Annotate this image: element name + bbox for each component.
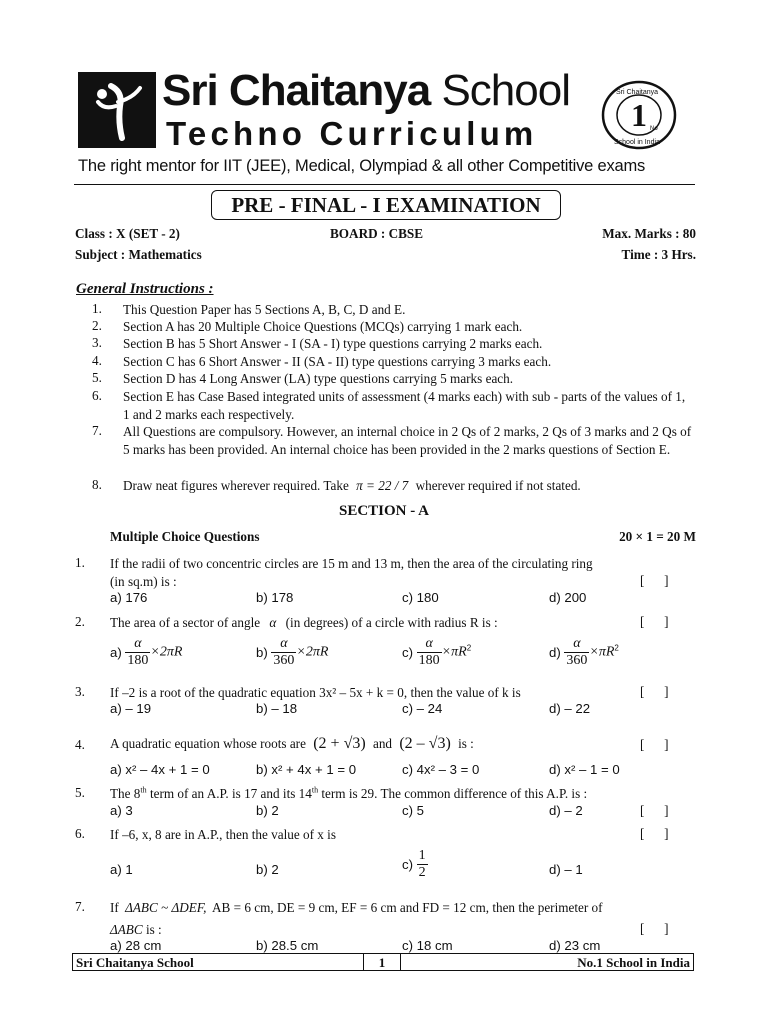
runner-logo-icon — [78, 72, 156, 148]
option-c[interactable]: c) – 24 — [402, 701, 443, 716]
option-a[interactable] — [110, 636, 182, 669]
question-text — [110, 684, 521, 702]
question-number: 5. — [75, 785, 85, 800]
fraction: $\frac{\alpha}{360}$ — [566, 636, 588, 668]
similarity: ΔABC ~ ΔDEF, — [125, 900, 207, 915]
exam-board: BOARD : CBSE — [330, 226, 424, 241]
option-label: c) — [402, 857, 413, 872]
question-text — [110, 614, 498, 632]
option-label: d) — [549, 645, 561, 660]
option-c[interactable] — [402, 636, 471, 669]
answer-bracket[interactable]: [ ] — [640, 573, 669, 588]
tagline: The right mentor for IIT (JEE), Medical, Olympiad & all other Competitive exams — [78, 157, 646, 175]
option-a[interactable]: a) 176 — [110, 590, 148, 605]
instructions-heading: General Instructions : — [76, 281, 214, 297]
instruction-text: Section A has 20 Multiple Choice Questions (MCQs) carrying 1 mark each. — [123, 319, 523, 334]
option-c[interactable]: c) 5 — [402, 803, 424, 818]
exam-subject: Subject : Mathematics — [75, 247, 202, 262]
instruction-number: 7. — [92, 423, 102, 438]
instruction-number: 5. — [92, 370, 102, 385]
exam-class: Class : X (SET - 2) — [75, 226, 180, 241]
option-b[interactable] — [256, 636, 328, 669]
pi-value: π = 22 / 7 — [356, 478, 409, 493]
fraction: $\frac{1}{2}$ — [418, 848, 426, 880]
question-text — [110, 555, 698, 591]
multiplier: ×πR — [589, 644, 615, 660]
instruction-text: Section C has 6 Short Answer - II (SA - II) type questions carrying 3 marks each. — [123, 354, 552, 369]
question-text: If –6, x, 8 are in A.P., then the value of x is — [110, 827, 336, 842]
option-d[interactable]: d) 23 cm — [549, 938, 601, 953]
option-d[interactable]: d) – 22 — [549, 701, 591, 716]
option-a[interactable]: a) 3 — [110, 803, 133, 818]
seal-top-text: Sri Chaitanya — [616, 89, 659, 96]
question-number: 2. — [75, 614, 85, 629]
multiplier: ×2πR — [150, 644, 183, 660]
instruction-8-text-b: wherever required if not stated. — [415, 478, 581, 493]
root-2: (2 – √3) — [399, 735, 451, 752]
q7-line2: is : — [142, 922, 162, 937]
option-b[interactable]: b) 28.5 cm — [256, 938, 319, 953]
seal — [600, 80, 678, 150]
answer-bracket[interactable]: [ ] — [640, 614, 669, 629]
seal-icon — [600, 80, 678, 150]
instruction-text: This Question Paper has 5 Sections A, B, C, D and E. — [123, 302, 406, 317]
question-number: 3. — [75, 684, 85, 699]
option-a[interactable]: a) – 19 — [110, 701, 152, 716]
option-label: b) — [256, 645, 268, 660]
exponent: 2 — [614, 643, 619, 653]
option-d[interactable]: d) x² – 1 = 0 — [549, 762, 620, 777]
q5-part3: term is 29. The common difference of this A.P. is : — [318, 786, 588, 801]
answer-bracket[interactable]: [ ] — [640, 684, 669, 699]
multiplier: ×2πR — [296, 644, 329, 660]
option-label: a) — [110, 645, 122, 660]
seal-no: No — [650, 126, 658, 132]
instruction-text — [123, 477, 695, 495]
school-name — [162, 66, 570, 116]
option-a[interactable]: a) 28 cm — [110, 938, 162, 953]
triangle-abc: ΔABC — [110, 922, 143, 937]
fraction: $\frac{\alpha}{180}$ — [418, 636, 440, 668]
option-d[interactable] — [549, 636, 619, 669]
instruction-text: All Questions are compulsory. However, an internal choice in 2 Qs of 2 marks, 2 Qs of 3 marks and 2 Qs of 5 marks has been provided. An internal choice has been provided in the 2 marks questions of Section E. — [123, 424, 692, 457]
instruction-text: Section B has 5 Short Answer - I (SA - I) type questions carrying 2 marks each. — [123, 336, 543, 351]
option-a[interactable]: a) 1 — [110, 862, 133, 877]
q3-equation: 3x² – 5x + k = 0, then the value of k is — [319, 685, 521, 700]
option-b[interactable]: b) 2 — [256, 862, 279, 877]
q2-pre: The area of a sector of angle — [110, 615, 261, 630]
question-number: 4. — [75, 737, 85, 752]
fraction: $\frac{\alpha}{180}$ — [127, 636, 149, 668]
seal-number: 1 — [631, 97, 647, 133]
section-subtitle: Multiple Choice Questions — [110, 529, 260, 544]
option-b[interactable]: b) 2 — [256, 803, 279, 818]
answer-bracket[interactable]: [ ] — [640, 737, 669, 752]
option-d[interactable]: d) – 2 — [549, 803, 583, 818]
instruction-number: 6. — [92, 388, 102, 403]
page-number: 1 — [378, 955, 386, 970]
seal-bottom-text: School in India — [614, 139, 660, 146]
ordinal: th — [311, 785, 319, 795]
question-number: 7. — [75, 899, 85, 914]
option-c[interactable] — [402, 848, 428, 881]
instruction-number: 3. — [92, 335, 102, 350]
header-rule — [74, 184, 695, 185]
logo-box — [78, 72, 156, 148]
answer-bracket[interactable]: [ ] — [640, 921, 669, 936]
instruction-8-text-a: Draw neat figures wherever required. Take — [123, 478, 349, 493]
exam-title: PRE - FINAL - I EXAMINATION — [211, 190, 561, 220]
footer-divider — [400, 954, 401, 971]
q1-line1: If the radii of two concentric circles are 15 m and 13 m, then the area of the circulating ring — [110, 556, 593, 571]
option-c[interactable]: c) 4x² – 3 = 0 — [402, 762, 480, 777]
school-name-light: School — [441, 66, 570, 115]
option-b[interactable]: b) x² + 4x + 1 = 0 — [256, 762, 357, 777]
instruction-number: 1. — [92, 301, 102, 316]
option-c[interactable]: c) 180 — [402, 590, 439, 605]
footer-bar — [72, 953, 694, 971]
instruction-number: 8. — [92, 477, 102, 492]
option-d[interactable]: d) 200 — [549, 590, 587, 605]
answer-bracket[interactable]: [ ] — [640, 803, 669, 818]
option-b[interactable]: b) – 18 — [256, 701, 298, 716]
q7-pre: If — [110, 900, 119, 915]
q2-alpha: α — [269, 615, 277, 630]
question-text — [110, 735, 474, 753]
instruction-number: 2. — [92, 318, 102, 333]
exponent: 2 — [466, 643, 472, 653]
question-number: 6. — [75, 826, 85, 841]
question-text-line2 — [110, 921, 162, 939]
option-c[interactable]: c) 18 cm — [402, 938, 453, 953]
section-title: SECTION - A — [338, 503, 430, 519]
q5-part2: term of an A.P. is 17 and its 14 — [146, 786, 312, 801]
exam-time: Time : 3 Hrs. — [621, 247, 696, 262]
option-b[interactable]: b) 178 — [256, 590, 294, 605]
curriculum-title: Techno Curriculum — [166, 115, 538, 152]
answer-bracket[interactable]: [ ] — [640, 826, 669, 841]
root-1: (2 + √3) — [313, 735, 366, 752]
question-number: 1. — [75, 555, 85, 570]
q4-pre: A quadratic equation whose roots are — [110, 736, 306, 751]
instruction-text: Section E has Case Based integrated units of assessment (4 marks each) with sub - parts of the values of 1, 1 and 2 marks each respectively. — [123, 389, 686, 422]
question-text — [110, 785, 587, 803]
q7-post: AB = 6 cm, DE = 9 cm, EF = 6 cm and FD = 12 cm, then the perimeter of — [212, 900, 603, 915]
q3-pre: If –2 is a root of the quadratic equation — [110, 685, 316, 700]
q4-post: is : — [458, 736, 474, 751]
fraction: $\frac{\alpha}{360}$ — [273, 636, 295, 668]
ordinal: th — [140, 785, 147, 795]
question-text — [110, 899, 603, 917]
q2-post: (in degrees) of a circle with radius R is : — [285, 615, 498, 630]
option-d[interactable]: d) – 1 — [549, 862, 583, 877]
q4-and: and — [372, 736, 393, 751]
q5-part1: The 8 — [110, 786, 141, 801]
school-name-bold: Sri Chaitanya — [162, 66, 431, 115]
option-a[interactable]: a) x² – 4x + 1 = 0 — [110, 762, 210, 777]
instruction-text: Section D has 4 Long Answer (LA) type questions carrying 5 marks each. — [123, 371, 514, 386]
section-marks: 20 × 1 = 20 M — [619, 529, 696, 544]
q1-line2: (in sq.m) is : — [110, 574, 177, 589]
exam-max-marks: Max. Marks : 80 — [602, 226, 696, 241]
option-label: c) — [402, 645, 413, 660]
multiplier: ×πR — [441, 644, 467, 660]
footer-school: Sri Chaitanya School — [76, 955, 194, 970]
footer-tagline: No.1 School in India — [577, 955, 690, 970]
instruction-number: 4. — [92, 353, 102, 368]
